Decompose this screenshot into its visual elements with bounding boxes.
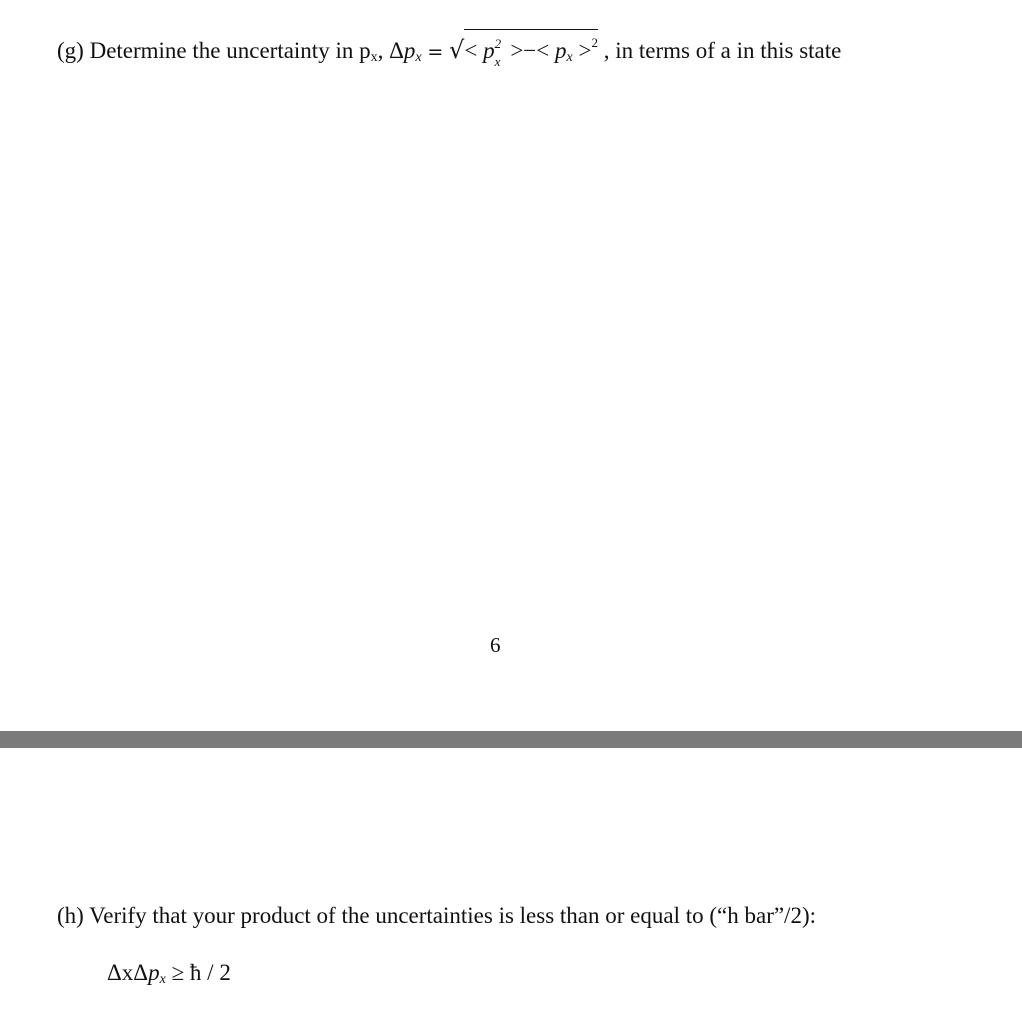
formula-outer-sup: 2 bbox=[591, 35, 598, 50]
question-h-text: Verify that your product of the uncertainties is less than or equal to (“h bar”/2): bbox=[89, 903, 816, 928]
formula-delta: Δ bbox=[389, 38, 404, 63]
question-h bbox=[57, 902, 816, 930]
uncertainty-relation bbox=[107, 960, 231, 988]
square-root-sign-icon: √ bbox=[449, 36, 465, 64]
formula-p3: p bbox=[555, 38, 567, 63]
formula-p: p bbox=[403, 38, 416, 63]
formula-p2-scripts bbox=[494, 36, 505, 69]
formula-gt2: > bbox=[578, 38, 592, 63]
formula-gt1: > bbox=[510, 38, 524, 63]
formula-lt1: < bbox=[464, 38, 478, 63]
relation-p: p bbox=[148, 960, 160, 985]
formula-p3-sub: x bbox=[566, 50, 573, 65]
question-g-tail-text: , in terms of a in this state bbox=[603, 38, 842, 63]
question-h-label: (h) bbox=[57, 903, 84, 928]
question-g-comma: , bbox=[377, 38, 384, 63]
question-g-label: (g) bbox=[57, 38, 84, 63]
question-g-lead-sub: x bbox=[370, 50, 378, 65]
formula-p2-sub: x bbox=[494, 54, 501, 69]
question-g bbox=[57, 29, 841, 72]
uncertainty-formula bbox=[389, 35, 604, 69]
formula-p-sub: x bbox=[415, 50, 422, 65]
square-root-body bbox=[464, 29, 598, 69]
square-root bbox=[449, 29, 598, 69]
relation-p-sub: x bbox=[159, 972, 166, 987]
formula-equals: = bbox=[427, 41, 444, 63]
formula-p2-sup: 2 bbox=[494, 36, 502, 51]
relation-rhs: ≥ ħ / 2 bbox=[165, 960, 231, 985]
formula-lt2: < bbox=[536, 38, 550, 63]
relation-delta-x: ΔxΔ bbox=[107, 960, 149, 985]
formula-minus: − bbox=[523, 38, 537, 63]
question-g-lead-text: Determine the uncertainty in p bbox=[89, 38, 371, 63]
page-number: 6 bbox=[490, 633, 501, 657]
formula-p2: p bbox=[483, 38, 495, 63]
page-separator bbox=[0, 731, 1022, 748]
